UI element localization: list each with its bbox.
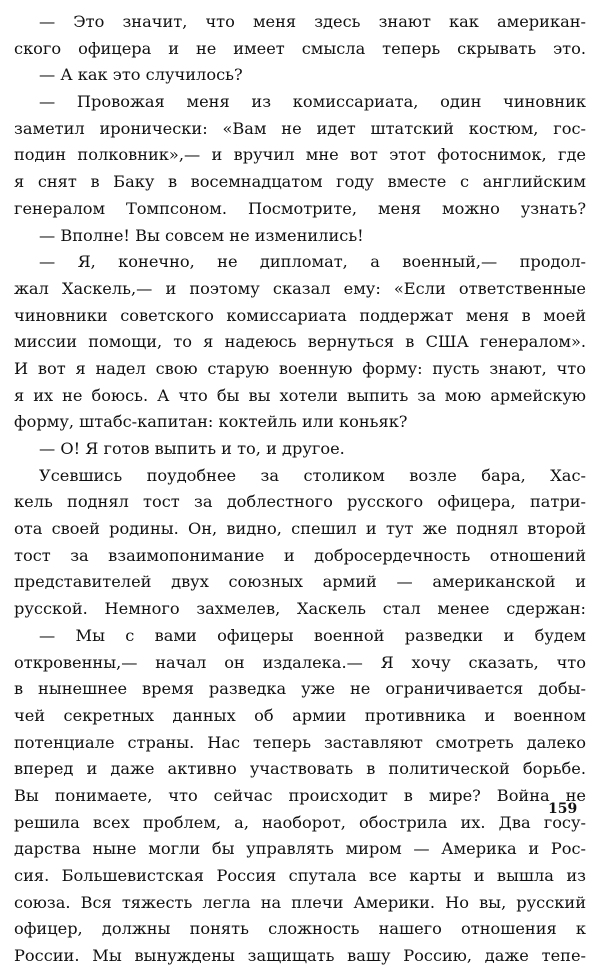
text-line: Вы понимаете, что сейчас происходит в мире? Война не [14,785,586,805]
text-line: решила всех проблем, а, наоборот, обострила их. Два госу- [14,812,586,832]
text-line: Усевшись поудобнее за столиком возле бара, Хас- [39,465,586,485]
text-line: офицер, должны понять сложность нашего отношения к [14,919,586,939]
text-line: заметил иронически: «Вам не идет штатский костюм, гос- [14,118,586,138]
text-line: тост за взаимопонимание и добросердечность отношений [14,545,586,565]
text-line: дарства ныне могли бы управлять миром — Америка и Рос- [14,839,586,859]
text-line: генералом Томпсоном. Посмотрите, меня можно узнать? [14,198,586,218]
text-line: я снят в Баку в восемнадцатом году вместе с английским [14,172,586,192]
text-line: ского офицера и не имеет смысла теперь скрывать это. [14,38,586,58]
text-line: ота своей родины. Он, видно, спешил и тут же поднял второй [14,519,586,539]
text-line: миссии помощи, то я надеюсь вернуться в США генералом». [14,332,586,352]
text-line: форму, штабс-капитан: коктейль или коньяк? [14,412,408,432]
body-text [14,9,586,970]
text-line: жал Хаскель,— и поэтому сказал ему: «Если ответственные [14,278,586,298]
text-line: — Провожая меня из комиссариата, один чиновник [39,92,586,112]
text-line: представителей двух союзных армий — американской и [14,572,586,592]
text-line: сия. Большевистская Россия спутала все карты и вышла из [14,866,586,885]
text-line: вперед и даже активно участвовать в политической борьбе. [14,759,586,779]
text-line: потенциале страны. Нас теперь заставляют смотреть далеко [14,732,586,752]
text-line: И вот я надел свою старую военную форму: пусть знают, что [14,358,586,378]
text-line: откровенны,— начал он издалека.— Я хочу сказать, что [14,652,586,672]
text-line: кель поднял тост за доблестного русского офицера, патри- [14,492,586,512]
text-line: — Мы с вами офицеры военной разведки и будем [39,625,586,645]
text-line: чей секретных данных об армии противника и военном [14,705,586,725]
text-line: я их не боюсь. А что бы вы хотели выпить за мою армейскую [14,385,586,405]
text-line: России. Мы вынуждены защищать вашу Россию, даже тепе- [14,946,586,966]
text-line: — А как это случилось? [39,65,243,85]
text-line: — О! Я готов выпить и то, и другое. [39,439,345,458]
text-line: чиновники советского комиссариата поддержат меня в моей [14,305,586,325]
text-line: союза. Вся тяжесть легла на плечи Америки. Но вы, русский [14,892,586,912]
text-line: подин полковник»,— и вручил мне вот этот фотоснимок, где [14,145,586,165]
text-line: — Я, конечно, не дипломат, а военный,— продол- [39,252,586,272]
text-line: русской. Немного захмелев, Хаскель стал менее сдержан: [14,599,586,619]
text-line: — Это значит, что меня здесь знают как американ- [39,12,586,31]
page-number: 159 [548,801,578,817]
text-line: — Вполне! Вы совсем не изменились! [39,225,364,245]
text-line: в нынешнее время разведка уже не ограничивается добы- [14,679,586,699]
